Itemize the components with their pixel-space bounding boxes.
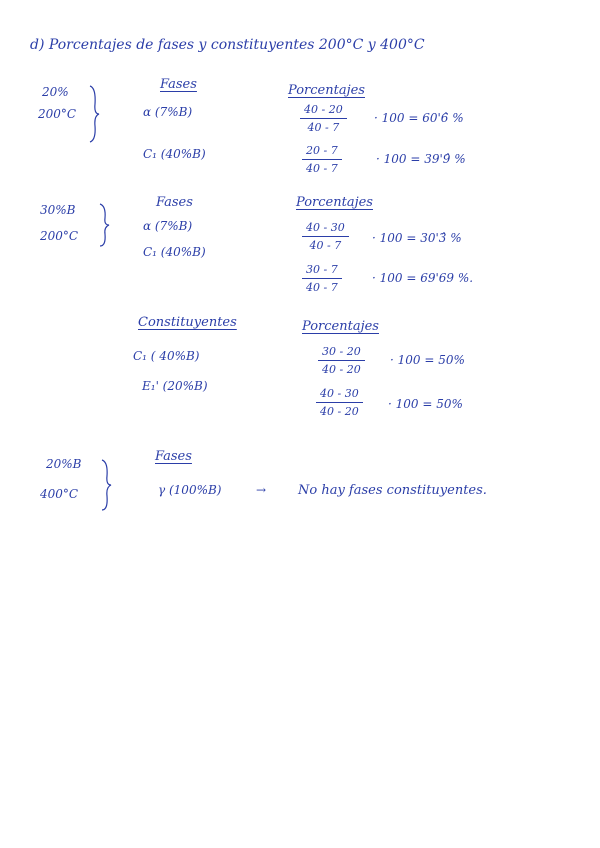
phase-c1: C₁ (40%B): [143, 147, 206, 161]
page-title: d) Porcentajes de fases y constituyentes 200°C y 400°C: [30, 37, 425, 53]
phase-gamma: γ (100%B): [158, 483, 222, 497]
fraction: 40 - 30 40 - 7: [302, 222, 349, 251]
result: · 100 = 69'69 %.: [372, 271, 474, 285]
constituent-c1: C₁ ( 40%B): [133, 349, 200, 363]
composition-label: 30%B: [40, 203, 76, 217]
result: · 100 = 60'6̂ %: [374, 111, 464, 125]
fraction: 30 - 7 40 - 7: [302, 264, 342, 293]
result: · 100 = 30'3̂ %: [372, 231, 462, 245]
brace-icon: [88, 84, 102, 144]
result: · 100 = 50%: [388, 397, 463, 411]
composition-label: 20%: [42, 85, 69, 99]
fases-heading: Fases: [155, 449, 192, 464]
porcentajes-heading: Porcentajes: [302, 319, 379, 334]
phase-c1: C₁ (40%B): [143, 245, 206, 259]
porcentajes-heading: Porcentajes: [288, 83, 365, 98]
brace-icon: [98, 202, 112, 248]
constituent-e1: E₁' (20%B): [142, 379, 208, 393]
fraction: 20 - 7 40 - 7: [302, 145, 342, 174]
fraction: 40 - 30 40 - 20: [316, 388, 363, 417]
phase-alpha: α (7%B): [143, 219, 193, 233]
composition-label: 20%B: [46, 457, 82, 471]
fases-heading: Fases: [160, 77, 197, 92]
phase-alpha: α (7%B): [143, 105, 193, 119]
arrow-icon: →: [256, 483, 267, 497]
result: · 100 = 39'9̂ %: [376, 152, 466, 166]
temperature-label: 200°C: [38, 107, 77, 121]
fases-heading: Fases: [156, 195, 193, 210]
temperature-label: 200°C: [40, 229, 79, 243]
temperature-label: 400°C: [40, 487, 79, 501]
constituyentes-heading: Constituyentes: [138, 315, 237, 330]
result: · 100 = 50%: [390, 353, 465, 367]
fraction: 40 - 20 40 - 7: [300, 104, 347, 133]
fraction: 30 - 20 40 - 20: [318, 346, 365, 375]
brace-icon: [100, 458, 114, 512]
porcentajes-heading: Porcentajes: [296, 195, 373, 210]
note-text: No hay fases constituyentes.: [298, 483, 487, 498]
